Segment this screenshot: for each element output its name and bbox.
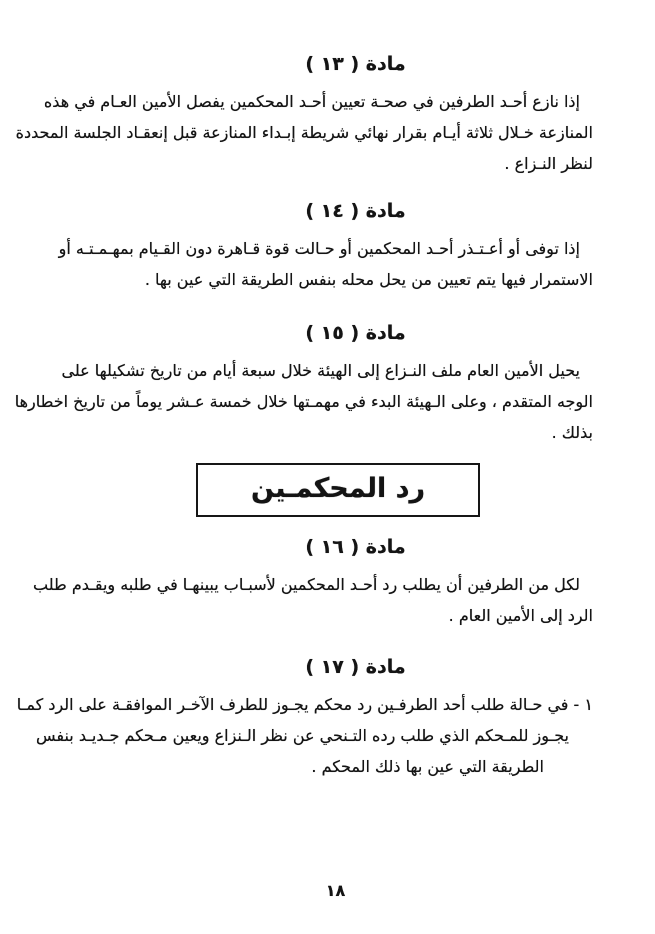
article-15-heading-row (0, 320, 655, 346)
text-line: بذلك . (551, 423, 593, 442)
page-number-value: ١٨ (325, 881, 346, 900)
article-14-heading: مادة ( ١٤ ) (305, 200, 406, 222)
text-line: يحيل الأمين العام ملف النـزاع إلى الهيئة خلال سبعة أيام من تاريخ تشكيلها على (61, 361, 580, 380)
article-17 (0, 654, 655, 782)
text-line: يجـوز للمـحكم الذي طلب رده التـنحي عن نظر الـنزاع ويعين مـحكم جـديـد بنفس (35, 726, 569, 745)
article-14-body (0, 233, 655, 295)
text-line: المنازعة خـلال ثلاثة أيـام بقرار نهائي شريطة إبـداء المنازعة قبل إنعقـاد الجلسة المحددة (15, 123, 593, 142)
article-17-heading-row (0, 654, 655, 680)
text-line: إذا توفى أو أعـتـذر أحـد المحكمين أو حـالت قوة قـاهرة دون القـيام بمهـمـتـه أو (58, 239, 580, 258)
article-17-body (0, 689, 655, 782)
text-line: الوجه المتقدم ، وعلى الـهيئة البدء في مهمـتها خلال خمسة عـشر يوماً من تاريخ اخطارها (14, 392, 593, 411)
numbered-item-line: ١ - في حـالة طلب أحد الطرفـين رد محكم يجـوز للطرف الآخـر الموافقـة على الرد كمـا (16, 695, 593, 714)
text-line: الطريقة التي عين بها ذلك المحكم . (311, 757, 544, 776)
page-number (0, 881, 655, 900)
article-16-heading: مادة ( ١٦ ) (305, 536, 406, 558)
text-line: لكل من الطرفين أن يطلب رد أحـد المحكمين لأسبـاب يبينهـا في طلبه ويقـدم طلب (33, 575, 580, 594)
article-14-heading-row (0, 198, 655, 224)
article-13-heading: مادة ( ١٣ ) (305, 53, 406, 75)
section-heading-recusal-of-arbitrators: رد المحكمـين (250, 472, 426, 504)
article-15 (0, 320, 655, 448)
article-14 (0, 198, 655, 295)
article-13-body (0, 86, 655, 179)
article-13 (0, 51, 655, 179)
article-17-heading: مادة ( ١٧ ) (305, 656, 406, 678)
section-heading-box (196, 463, 480, 517)
article-13-heading-row (0, 51, 655, 77)
text-line: إذا نازع أحـد الطرفين في صحـة تعيين أحـد المحكمين يفصل الأمين العـام في هذه (43, 92, 580, 111)
article-16-heading-row (0, 534, 655, 560)
article-16 (0, 534, 655, 631)
text-line: الرد إلى الأمين العام . (448, 606, 593, 625)
text-line: الاستمرار فيها يتم تعيين من يحل محله بنفس الطريقة التي عين بها . (144, 270, 593, 289)
text-line: لنظر النـزاع . (504, 154, 593, 173)
article-15-heading: مادة ( ١٥ ) (305, 322, 406, 344)
article-15-body (0, 355, 655, 448)
article-16-body (0, 569, 655, 631)
